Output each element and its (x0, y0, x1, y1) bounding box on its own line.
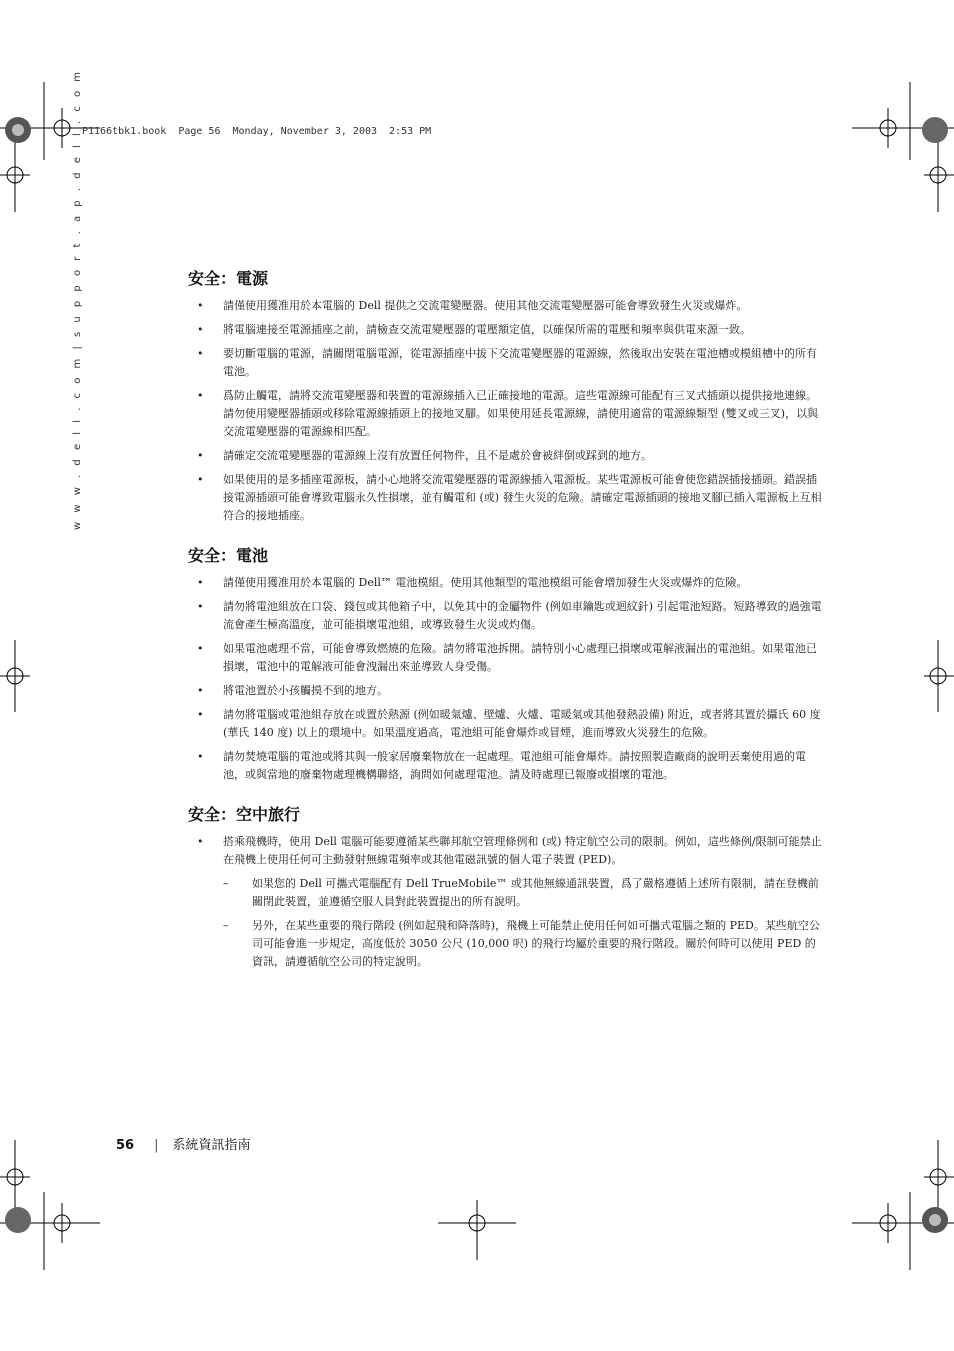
list-item: • 將電池置於小孩觸摸不到的地方。 (188, 682, 826, 700)
page-footer (116, 1134, 251, 1153)
section-power (188, 266, 826, 525)
list-item: • 要切斷電腦的電源，請關閉電腦電源，從電源插座中拔下交流電變壓器的電源線，然後取出安裝在電池槽或模組槽中的所有電池。 (188, 345, 826, 381)
list-item: • 請勿將電池組放在口袋、錢包或其他箱子中，以免其中的金屬物件 (例如車鑰匙或迴紋針) 引起電池短路。短路導致的過強電流會產生極高溫度，並可能損壞電池組，或導致發生火災或灼傷。 (188, 598, 826, 634)
bullet-list (188, 833, 826, 971)
section-title: 安全：電源 (188, 269, 269, 288)
side-url: w w w . d e l l . c o m | s u p p o r t . a p . d e l l . c o m (72, 68, 83, 530)
list-item: • 如果使用的是多插座電源板，請小心地將交流電變壓器的電源線插入電源板。某些電源板可能會使您錯誤插接插頭。錯誤插接電源插頭可能會導致電腦永久性損壞，並有觸電和 (或) 發生火災的危險。請確定電源插頭的接地叉腳已插入電源板上互相符合的接地插座。 (188, 471, 826, 525)
list-item: • 請僅使用獲准用於本電腦的 Dell 提供之交流電變壓器。使用其他交流電變壓器可能會導致發生火災或爆炸。 (188, 297, 826, 315)
list-item: • 請確定交流電變壓器的電源線上沒有放置任何物件，且不是處於會被絆倒或踩到的地方。 (188, 447, 826, 465)
sub-list-item: – 另外，在某些重要的飛行階段 (例如起飛和降落時)，飛機上可能禁止使用任何如可攜式電腦之類的 PED。某些航空公司可能會進一步規定，高度低於 3050 公尺 (10,000 呎) 的飛行均屬於重要的飛行階段。關於何時可以使用 PED 的資訊，請遵循航空公司的特定說明。 (223, 917, 826, 971)
bullet-list (188, 574, 826, 784)
sub-list (223, 875, 826, 971)
list-item: • 請勿焚燒電腦的電池或將其與一般家居廢棄物放在一起處理。電池組可能會爆炸。請按照製造廠商的說明丟棄使用過的電池，或與當地的廢棄物處理機構聯絡，詢問如何處理電池。請及時處理已報廢或損壞的電池。 (188, 748, 826, 784)
list-item-text: 搭乘飛機時，使用 Dell 電腦可能要遵循某些聯邦航空管理條例和 (或) 特定航空公司的限制。例如，這些條例/限制可能禁止在飛機上使用任何可主動發射無線電頻率或其他電磁訊號的個人電子裝置 (PED)。 (223, 835, 822, 866)
sub-list-item: – 如果您的 Dell 可攜式電腦配有 Dell TrueMobile™ 或其他無線通訊裝置，爲了嚴格遵循上述所有限制，請在登機前關閉此裝置，並遵循空服人員對此裝置提出的所有說明。 (223, 875, 826, 911)
list-item: • 請勿將電腦或電池組存放在或置於熱源 (例如暖氣爐、壁爐、火爐、電暖氣或其他發熱設備) 附近，或者將其置於攝氏 60 度 (華氏 140 度) 以上的環境中。如果溫度過高，電池組可能會爆炸或冒煙，進而導致火災發生的危險。 (188, 706, 826, 742)
footer-separator: | (154, 1138, 159, 1153)
list-item: • 爲防止觸電，請將交流電變壓器和裝置的電源線插入已正確接地的電源。這些電源線可能配有三叉式插頭以提供接地連線。請勿使用變壓器插頭或移除電源線插頭上的接地叉腳。如果使用延長電源線，請使用適當的電源線類型 (雙叉或三叉)，以與交流電變壓器的電源線相匹配。 (188, 387, 826, 441)
bullet-list (188, 297, 826, 525)
section-battery (188, 543, 826, 784)
page-content (188, 266, 826, 989)
list-item: • 如果電池處理不當，可能會導致燃燒的危險。請勿將電池拆開。請特別小心處理已損壞或電解液漏出的電池組。如果電池已損壞，電池中的電解液可能會洩漏出來並導致人身受傷。 (188, 640, 826, 676)
page-number: 56 (116, 1138, 135, 1153)
list-item: • 將電腦連接至電源插座之前，請檢查交流電變壓器的電壓額定值，以確保所需的電壓和頻率與供電來源一致。 (188, 321, 826, 339)
print-slug: P1166tbk1.book Page 56 Monday, November 3, 2003 2:53 PM (82, 126, 432, 137)
section-title: 安全：電池 (188, 546, 269, 565)
list-item (188, 833, 826, 971)
section-air-travel (188, 802, 826, 971)
section-title: 安全：空中旅行 (188, 805, 301, 824)
footer-title: 系統資訊指南 (172, 1138, 251, 1153)
list-item: • 請僅使用獲准用於本電腦的 Dell™ 電池模組。使用其他類型的電池模組可能會增加發生火災或爆炸的危險。 (188, 574, 826, 592)
